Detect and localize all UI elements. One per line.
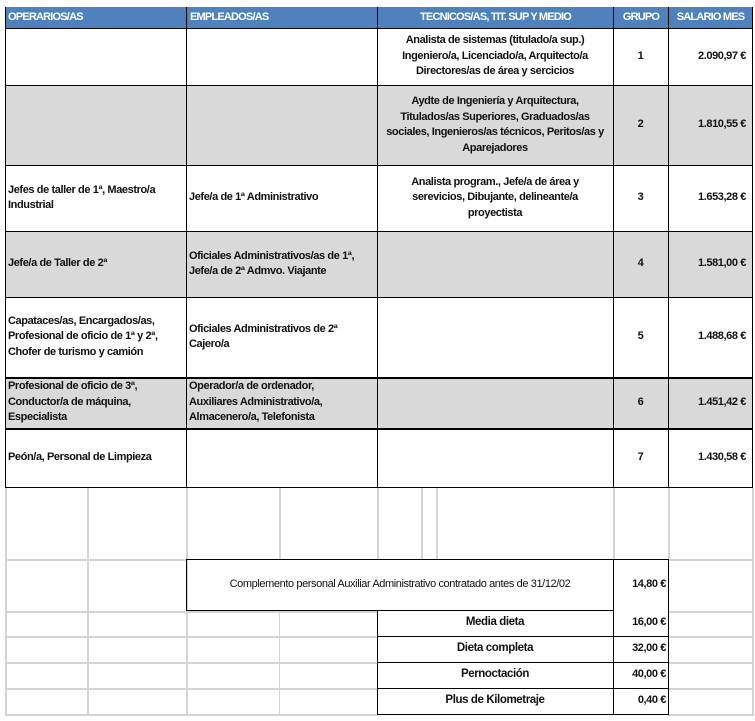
column-border (668, 7, 669, 487)
cell-salario: 1.488,68 € (698, 330, 746, 343)
tecnicos-line: Aydte de Ingeniería y Arquitectura, (411, 95, 579, 107)
cell-empleados-text (189, 190, 318, 206)
grid-line (5, 559, 187, 561)
cell-tecnicos (377, 85, 613, 165)
grid-line (279, 488, 281, 560)
cell-grupo: 1 (637, 49, 644, 62)
grid-line (5, 488, 7, 560)
grid-line (436, 488, 438, 560)
cell-operarios (5, 428, 186, 487)
grid-line (668, 636, 754, 638)
cell-salario: 1.810,55 € (668, 85, 752, 165)
empleados-line: Operador/a de ordenador, (189, 380, 314, 393)
header-salario-label: SALARIO MES (676, 11, 745, 23)
cell-tecnicos (377, 428, 613, 487)
cell-operarios (5, 297, 186, 377)
grid-line (377, 488, 379, 560)
complemento-label (187, 560, 613, 610)
empleados-line: Oficiales Administrativos de 2ª (189, 322, 338, 335)
grid-line (5, 714, 377, 716)
tecnicos-line: Directores/as de área y sercicios (415, 65, 575, 78)
cell-grupo: 7 (637, 450, 644, 463)
cell-tecnicos-text (402, 33, 588, 80)
column-border (613, 7, 614, 487)
operarios-line: Jefes de taller de 1ª, Maestro/a (8, 183, 156, 196)
cell-tecnicos (377, 165, 613, 231)
complemento-border (186, 610, 614, 611)
operarios-line: Especialista (8, 411, 67, 424)
grid-line (421, 488, 423, 560)
cell-operarios-text (8, 450, 151, 466)
cell-operarios-text (8, 256, 107, 272)
cell-salario: 1.451,42 € (668, 377, 752, 428)
complemento-value-text: 14,80 € (632, 578, 666, 591)
row-border (5, 85, 753, 86)
header-salario (669, 7, 752, 28)
cell-empleados (186, 428, 377, 487)
operarios-line: Profesional de oficio de 3ª, (8, 380, 138, 393)
cell-empleados (186, 165, 377, 231)
column-border (752, 7, 753, 487)
complemento-label-text: Complemento personal Auxiliar Administrativo contratado antes de 31/12/02 (229, 578, 571, 591)
grid-line (668, 688, 754, 690)
empleados-line: Jefe/a de 2ª Admvo. Viajante (189, 265, 327, 277)
operarios-line: Peón/a, Personal de Limpieza (8, 450, 152, 463)
cell-grupo: 2 (613, 85, 668, 165)
row-border (5, 28, 753, 29)
empleados-line: Cajero/a (189, 338, 230, 350)
complemento-value (614, 560, 668, 610)
header-tecnicos (378, 7, 613, 28)
operarios-line: Industrial (8, 199, 54, 211)
row-border (5, 428, 753, 430)
complemento-border (613, 559, 614, 715)
complemento-border (668, 559, 669, 715)
cell-operarios (5, 165, 186, 231)
extras-value: 0,40 € (637, 694, 666, 707)
extras-value: 40,00 € (632, 668, 666, 681)
cell-empleados (186, 377, 377, 428)
grid-line (668, 662, 754, 664)
extras-value: 32,00 € (632, 642, 666, 655)
empleados-line: Almacenero/a, Telefonista (189, 411, 315, 424)
grid-line (613, 488, 615, 560)
complemento-border (186, 559, 669, 560)
column-border (377, 7, 378, 487)
cell-tecnicos-text (411, 175, 579, 222)
cell-salario: 1.653,28 € (698, 191, 746, 204)
tecnicos-line: Aparejadores (462, 141, 528, 154)
extras-value: 16,00 € (632, 616, 666, 629)
cell-salario: 1.581,00 € (668, 231, 752, 297)
row-border (5, 377, 753, 379)
operarios-line: Chofer de turismo y camión (8, 345, 144, 358)
grid-line (5, 688, 377, 690)
header-operarios-label: OPERARIOS/AS (8, 11, 83, 23)
cell-grupo: 6 (613, 377, 668, 428)
operarios-line: Conductor/a de máquina, (8, 395, 131, 408)
extras-border (377, 688, 669, 689)
cell-salario: 2.090,97 € (698, 49, 746, 62)
column-border (5, 7, 6, 487)
grid-line (186, 488, 188, 560)
extras-label: Dieta completa (456, 642, 534, 655)
extras-border (377, 714, 669, 715)
cell-empleados-text (189, 322, 337, 353)
extras-border (377, 662, 669, 663)
header-operarios (5, 7, 186, 28)
cell-grupo: 4 (613, 231, 668, 297)
grid-line (87, 488, 89, 560)
row-border (5, 231, 753, 232)
cell-tecnicos (377, 377, 613, 428)
row-border (5, 297, 753, 298)
extras-label: Pernoctación (460, 668, 530, 681)
cell-tecnicos-text (386, 94, 604, 156)
row-border (5, 487, 753, 488)
grid-line (752, 488, 754, 560)
operarios-line: Capataces/as, Encargados/as, (8, 314, 155, 327)
cell-empleados-text (189, 379, 322, 426)
empleados-line: Oficiales Administrativos/as de 1ª, (189, 249, 355, 262)
extras-label: Media dieta (465, 616, 525, 629)
cell-operarios (5, 28, 186, 85)
empleados-line: Auxiliares Administrativo/a, (189, 395, 323, 408)
cell-salario: 1.430,58 € (698, 450, 746, 463)
grid-line (5, 662, 377, 664)
tecnicos-line: proyectista (467, 206, 523, 219)
tecnicos-line: Analista program., Jefe/a de área y (411, 175, 579, 188)
empleados-line: Jefe/a de 1ª Administrativo (189, 191, 319, 204)
cell-tecnicos (377, 297, 613, 377)
cell-tecnicos (377, 28, 613, 85)
tecnicos-line: serevicios, Dibujante, delineante/a (412, 191, 578, 204)
cell-empleados (186, 297, 377, 377)
header-grupo-label: GRUPO (622, 11, 660, 23)
complemento-border (186, 559, 187, 611)
row-border (5, 165, 753, 166)
cell-operarios (5, 377, 186, 428)
grid-line (5, 611, 377, 613)
operarios-line: Jefe/a de Taller de 2ª (8, 257, 108, 270)
cell-operarios-text (8, 379, 137, 426)
cell-grupo: 3 (637, 191, 644, 204)
header-empleados (187, 7, 377, 28)
cell-empleados (186, 85, 377, 165)
cell-operarios (5, 85, 186, 165)
cell-empleados-text (189, 249, 354, 280)
grid-line (668, 611, 754, 613)
header-tecnicos-label: TECNICOS/AS, TIT. SUP Y MEDIO (419, 11, 571, 23)
cell-tecnicos (377, 231, 613, 297)
tecnicos-line: sociales, Ingenieros/as técnicos, Peritos/as y (386, 126, 604, 138)
grid-line (668, 559, 754, 561)
grid-line (668, 714, 754, 716)
grid-line (5, 636, 377, 638)
extras-border (377, 636, 669, 637)
tecnicos-line: Analista de sistemas (titulado/a sup.) (405, 34, 585, 47)
extras-label: Plus de Kilometraje (445, 694, 545, 707)
cell-operarios-text (8, 314, 158, 361)
header-empleados-label: EMPLEADOS/AS (190, 11, 269, 23)
cell-operarios (5, 231, 186, 297)
tecnicos-line: Titulados/as Superiores, Graduados/as (400, 110, 590, 123)
cell-operarios-text (8, 183, 155, 214)
cell-empleados (186, 28, 377, 85)
cell-grupo: 5 (637, 330, 644, 343)
grid-line (668, 488, 670, 560)
extras-border (377, 610, 378, 715)
header-grupo (614, 7, 668, 28)
cell-empleados (186, 231, 377, 297)
column-border (186, 7, 187, 487)
tecnicos-line: Ingeniero/a, Licenciado/a, Arquitecto/a (402, 49, 588, 62)
operarios-line: Profesional de oficio de 1ª y 2ª, (8, 330, 158, 343)
